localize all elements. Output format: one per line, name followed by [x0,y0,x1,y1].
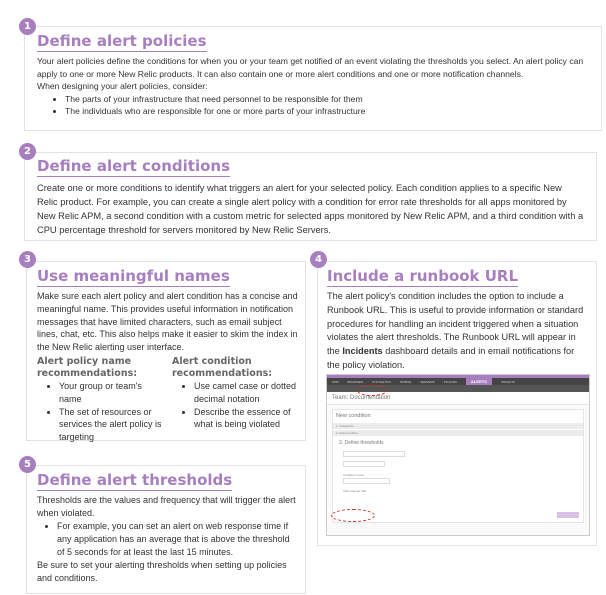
screenshot-page-title: Team: Documentation [327,392,589,405]
bullet-list [172,380,299,431]
list-item: • Use camel case or dotted decimal notation [194,380,299,406]
field-label: Condition name [343,473,365,477]
nav-item: INSIGHTS [500,379,516,384]
nav-item: MOBILE [400,379,412,384]
column-heading: Alert policy name recommendations: [37,355,138,379]
paragraph: Make sure each alert policy and alert condition has a concise and meaningful name. This provides useful information in notification messages that have limited characters, such as email subject lines, chat, etc. This also helps make it easier to skim the index in the New Relic alerting user interface. [37,291,298,353]
runbook-link: Add runbook URL [343,489,367,493]
list-item: • For example, you can set an alert on web response time if any application has an average that is above the threshold of 5 seconds for at least the last 15 minutes. [57,520,299,559]
section-title: Define alert thresholds [37,471,233,489]
runbook-screenshot [326,374,590,536]
nav-item: BROWSER [347,379,364,384]
field [343,451,405,457]
list-item: • The parts of your infrastructure that need personnel to be responsible for them [65,93,597,106]
step-number-badge: 3 [19,251,36,268]
next-button [557,512,579,518]
list-item: • The set of resources or services the alert policy is targeting [59,406,164,444]
section-body [37,181,585,237]
list-item: • The individuals who are responsible for one or more parts of your infrastructure [65,105,597,118]
bullet-list [37,380,164,444]
list-item: • Your group or team's name [59,380,164,406]
section-title: Define alert policies [37,32,207,50]
section-body [37,290,299,444]
step-row: 1. Categorize [333,423,583,429]
step-number-badge: 1 [19,18,36,35]
highlight-oval [331,509,375,522]
policy-name-column [37,354,164,444]
paragraph: When designing your alert policies, consider: [37,81,208,91]
section-title: Use meaningful names [37,267,230,285]
list-item: • Describe the essence of what is being violated [194,406,299,432]
section-title: Define alert conditions [37,157,231,175]
screenshot-nav [327,375,589,385]
column-heading: Alert condition recommendations: [172,355,273,379]
section-body [37,494,299,585]
panel-title: New condition [336,413,371,419]
paragraph: Your alert policies define the conditions for when you or your team get notified of an event violating the thresholds you select. An alert policy can apply to one or more New Relic products. It can also contain one or more alert conditions and one or more notification channels. [37,56,584,79]
field [343,478,390,484]
recommendation-columns [37,354,299,444]
screenshot-panel [332,409,584,523]
step-number-badge: 4 [310,251,327,268]
text: dashboard details and in email notifications for the policy violation. [327,346,575,370]
nav-item: APM [332,379,339,384]
section-body [37,55,597,118]
field [343,461,385,467]
section-title: Include a runbook URL [327,267,519,285]
incidents-emphasis: Incidents [342,346,383,357]
bullet-list [37,93,597,118]
text: The alert policy's condition includes the option to include a Runbook URL. This is useful to provide information or standard procedures for handling an incident triggered when a situation violates the alert thresholds. The Runbook URL will appear in the [327,291,584,357]
step-title: 3. Define thresholds [339,440,384,446]
highlight-oval [357,385,387,396]
nav-item: SYNTHETICS [372,379,392,384]
nav-item: PLUGINS [443,379,457,384]
step-number-badge: 5 [19,456,36,473]
condition-name-column [172,354,299,444]
paragraph [327,290,589,373]
step-row: 2. Select entities [333,430,583,436]
paragraph: Be sure to set your alerting thresholds when setting up policies and conditions. [37,560,287,583]
step-number-badge: 2 [19,143,36,160]
paragraph: Thresholds are the values and frequency that will trigger the alert when violated. [37,495,296,518]
nav-item-alerts: ALERTS [466,378,492,385]
bullet-list [37,520,299,559]
paragraph: Create one or more conditions to identify what triggers an alert for your selected policy. Each condition applies to a specific New Relic product. For example, you can create a single alert policy with a condition for error rate thresholds for all apps monitored by New Relic APM, a second condition with a custom metric for selected apps monitored by New Relic APM, and a third condition with a CPU percentage threshold for servers monitored by New Relic Servers. [37,183,584,235]
nav-item: SERVERS [420,379,435,384]
section-body [327,290,589,373]
